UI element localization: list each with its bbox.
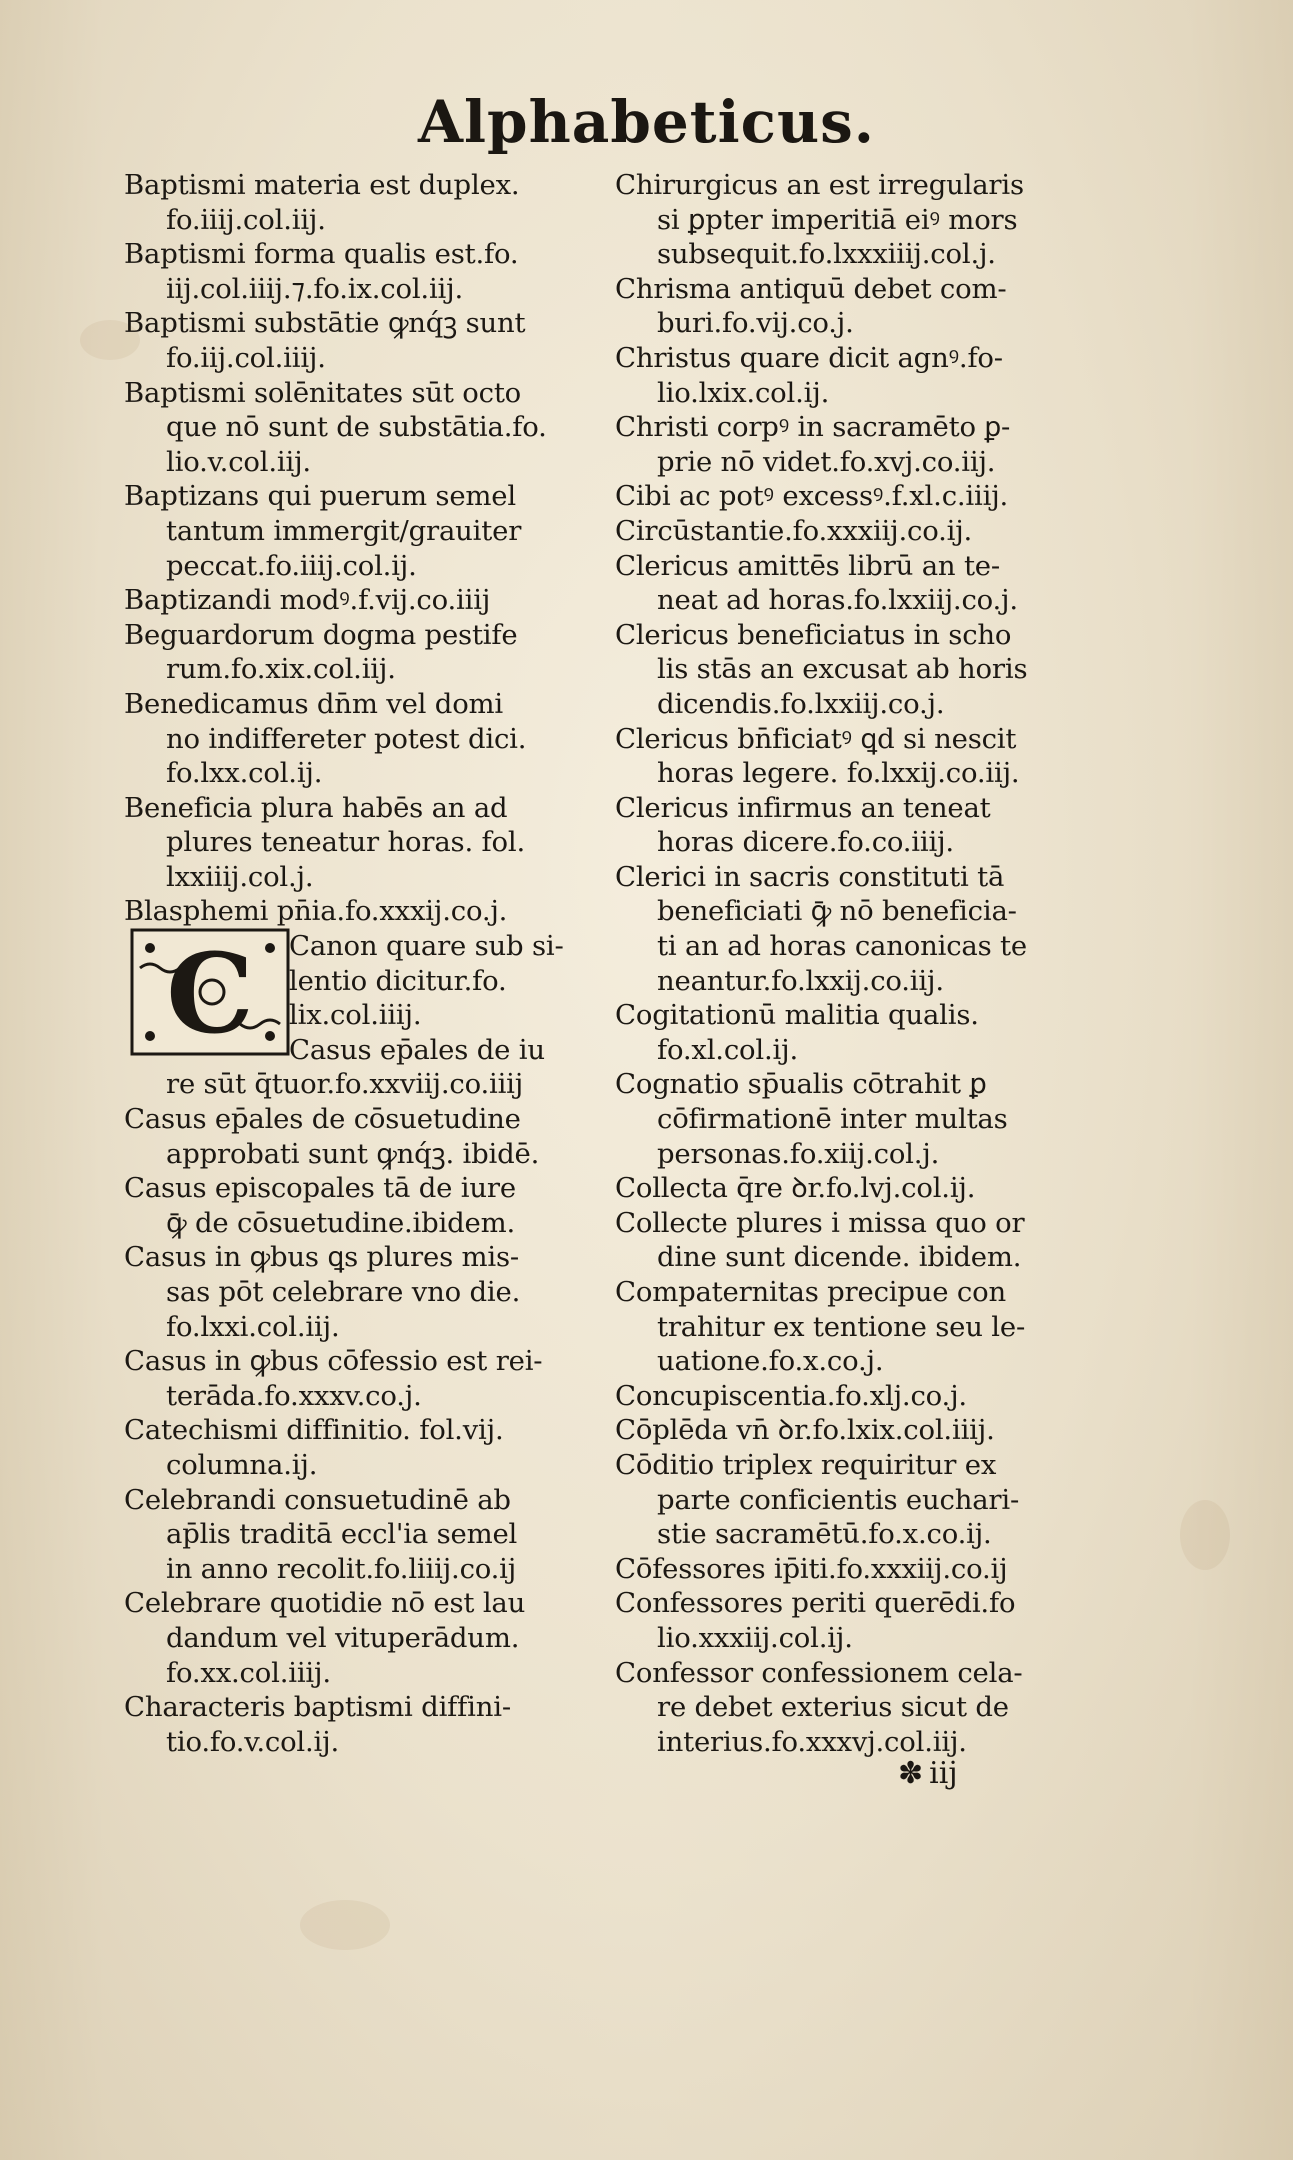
index-entry: Casus ep̄ales de iu — [289, 1033, 545, 1066]
index-entry-continuation: horas dicere.fo.co.iiij. — [657, 826, 954, 859]
index-entry-continuation: columna.ij. — [166, 1448, 318, 1481]
index-entry: Baptizandi modꝰ.f.vij.co.iiij — [124, 584, 491, 617]
index-entry: Benedicamus dn̄m vel domi — [124, 687, 504, 720]
index-entry-continuation: personas.fo.xiij.col.j. — [657, 1137, 940, 1170]
index-entry: Concupiscentia.fo.xlj.co.j. — [615, 1379, 967, 1412]
index-entry: Cōditio triplex requiritur ex — [615, 1448, 997, 1481]
index-entry-continuation: dicendis.fo.lxxiij.co.j. — [657, 687, 945, 720]
signature-text: iij — [929, 1756, 958, 1791]
index-entry-continuation: tantum immergit/grauiter — [166, 514, 522, 547]
index-entry-continuation: dine sunt dicende. ibidem. — [657, 1241, 1022, 1274]
index-entry: Clericus amittēs librū an te- — [615, 549, 1000, 582]
index-entry: Casus in ꝙbus ꝗs plures mis- — [124, 1241, 520, 1274]
star-ornament-icon: ✽ — [898, 1756, 924, 1791]
index-entry-continuation: buri.fo.vij.co.j. — [657, 307, 854, 340]
index-entry-continuation: iij.col.iiij.⁊.fo.ix.col.iij. — [166, 272, 464, 305]
index-entry-continuation: rum.fo.xix.col.iij. — [166, 653, 396, 686]
index-entry: Cibi ac potꝰ excessꝰ.f.xl.c.iiij. — [615, 480, 1009, 513]
index-entry-continuation: in anno recolit.fo.liiij.co.ij — [166, 1552, 517, 1585]
index-entry-continuation: lio.lxix.col.ij. — [657, 376, 830, 409]
index-entry: Compaternitas precipue con — [615, 1276, 1006, 1308]
index-entry: Confessor confessionem cela- — [615, 1656, 1023, 1689]
signature-mark — [898, 1756, 958, 1791]
index-entry: Celebrandi consuetudinē ab — [124, 1483, 511, 1516]
index-entry: Characteris baptismi diffini- — [124, 1691, 511, 1724]
index-entry: Baptismi materia est duplex. — [124, 169, 520, 201]
index-entry: Confessores periti querēdi.fo — [615, 1587, 1016, 1620]
initial-letter: C — [166, 929, 254, 1056]
index-entry-continuation: sas pōt celebrare vno die. — [166, 1276, 521, 1308]
index-entry-continuation: interius.fo.xxxvj.col.iij. — [657, 1725, 967, 1758]
index-entry: Celebrare quotidie nō est lau — [124, 1587, 526, 1620]
index-entry: Cōplēda vn̄ ꝺr.fo.lxix.col.iiij. — [615, 1414, 995, 1447]
paper-stain — [1180, 1500, 1230, 1570]
index-entry: lix.col.iiij. — [289, 999, 422, 1032]
index-entry-continuation: cōfirmationē inter multas — [657, 1103, 1008, 1136]
index-entry: Collecta q̄re ꝺr.fo.lvj.col.ij. — [615, 1172, 976, 1205]
index-entry: Cognatio sp̄ualis cōtrahit ꝑ — [615, 1068, 987, 1101]
index-entry-continuation: prie nō videt.fo.xvj.co.iij. — [657, 445, 996, 478]
index-entry-continuation: si ꝑpter imperitiā eiꝰ mors — [657, 203, 1018, 236]
index-entry-continuation: fo.xl.col.ij. — [657, 1033, 798, 1066]
index-entry-continuation: re sūt q̄tuor.fo.xxviij.co.iiij — [166, 1068, 524, 1101]
index-entry-continuation: tio.fo.v.col.ij. — [166, 1725, 340, 1758]
index-entry-continuation: fo.iiij.col.iij. — [166, 203, 326, 236]
index-entry: Clericus bn̄ficiatꝰ ꝗd si nescit — [615, 722, 1017, 755]
right-column — [615, 168, 1095, 1759]
index-entry: Casus episcopales tā de iure — [124, 1172, 516, 1205]
index-entry: Baptismi substātie ꝙnq́ꝫ sunt — [124, 307, 526, 340]
index-entry: Beneficia plura habēs an ad — [124, 791, 508, 824]
index-entry-continuation: que nō sunt de substātia.fo. — [166, 411, 547, 444]
index-entry: lentio dicitur.fo. — [289, 964, 507, 997]
running-head: Alphabeticus. — [418, 88, 875, 156]
index-entry-continuation: re debet exterius sicut de — [657, 1691, 1009, 1724]
index-entry-continuation: terāda.fo.xxxv.co.j. — [166, 1379, 422, 1412]
index-entry-continuation: approbati sunt ꝙnq́ꝫ. ibidē. — [166, 1137, 540, 1170]
index-entry-continuation: beneficiati ꝙ̄ nō beneficia- — [657, 895, 1017, 928]
index-entry-continuation: lxxiiij.col.j. — [166, 860, 314, 893]
index-entry-continuation: neantur.fo.lxxij.co.iij. — [657, 964, 944, 997]
index-entry: Clericus beneficiatus in scho — [615, 618, 1012, 651]
index-entry-continuation: no indiffereter potest dici. — [166, 722, 527, 755]
decorated-initial — [130, 928, 290, 1056]
index-entry: Chirurgicus an est irregularis — [615, 169, 1024, 201]
index-entry-continuation: lis stās an excusat ab horis — [657, 653, 1028, 686]
index-entry: Chrisma antiquū debet com- — [615, 272, 1007, 305]
index-entry-continuation: dandum vel vituperādum. — [166, 1621, 520, 1654]
index-entry-continuation: neat ad horas.fo.lxxiij.co.j. — [657, 584, 1018, 617]
index-entry-continuation: peccat.fo.iiij.col.ij. — [166, 549, 417, 582]
index-entry-continuation: fo.iij.col.iiij. — [166, 341, 326, 374]
index-entry-continuation: fo.lxx.col.ij. — [166, 757, 323, 790]
index-entry-continuation: ti an ad horas canonicas te — [657, 930, 1027, 963]
index-entry: Catechismi diffinitio. fol.vij. — [124, 1414, 504, 1447]
index-entry-continuation: plures teneatur horas. fol. — [166, 826, 526, 859]
index-entry-continuation: horas legere. fo.lxxij.co.iij. — [657, 757, 1020, 790]
index-entry: Baptismi solēnitates sūt octo — [124, 376, 522, 409]
index-entry: Beguardorum dogma pestife — [124, 618, 518, 651]
index-entry-continuation: lio.v.col.iij. — [166, 445, 311, 478]
index-entry-continuation: stie sacramētū.fo.x.co.ij. — [657, 1518, 992, 1551]
index-entry: Circūstantie.fo.xxxiij.co.ij. — [615, 514, 973, 547]
index-entry-continuation: parte conficientis euchari- — [657, 1483, 1020, 1516]
index-entry: Casus in ꝙbus cōfessio est rei- — [124, 1345, 543, 1378]
index-entry: Baptizans qui puerum semel — [124, 480, 516, 513]
index-entry: Christi corpꝰ in sacramēto ꝑ- — [615, 411, 1011, 444]
index-entry-continuation: ꝙ̄ de cōsuetudine.ibidem. — [166, 1206, 516, 1239]
index-entry-continuation: fo.xx.col.iiij. — [166, 1656, 331, 1689]
paper-stain — [300, 1900, 390, 1950]
index-entry-continuation: fo.lxxi.col.iij. — [166, 1310, 340, 1343]
index-entry-continuation: uatione.fo.x.co.j. — [657, 1345, 884, 1378]
index-entry-continuation: trahitur ex tentione seu le- — [657, 1310, 1026, 1343]
index-entry: Canon quare sub si- — [289, 930, 564, 963]
index-entry: Casus ep̄ales de cōsuetudine — [124, 1103, 521, 1136]
index-entry: Clericus infirmus an teneat — [615, 791, 991, 824]
index-entry: Cōfessores ip̄iti.fo.xxxiij.co.ij — [615, 1552, 1008, 1585]
index-entry: Blasphemi pn̄ia.fo.xxxij.co.j. — [124, 895, 508, 928]
index-entry-continuation: lio.xxxiij.col.ij. — [657, 1621, 853, 1654]
index-entry: Christus quare dicit agnꝰ.fo- — [615, 341, 1003, 374]
index-entry: Cogitationū malitia qualis. — [615, 999, 979, 1032]
index-entry: Collecte plures i missa quo or — [615, 1206, 1025, 1239]
index-entry: Baptismi forma qualis est.fo. — [124, 238, 519, 271]
index-entry: Clerici in sacris constituti tā — [615, 860, 1005, 893]
index-entry-continuation: ap̄lis traditā eccl'ia semel — [166, 1518, 518, 1551]
index-entry-continuation: subsequit.fo.lxxxiiij.col.j. — [657, 238, 996, 271]
